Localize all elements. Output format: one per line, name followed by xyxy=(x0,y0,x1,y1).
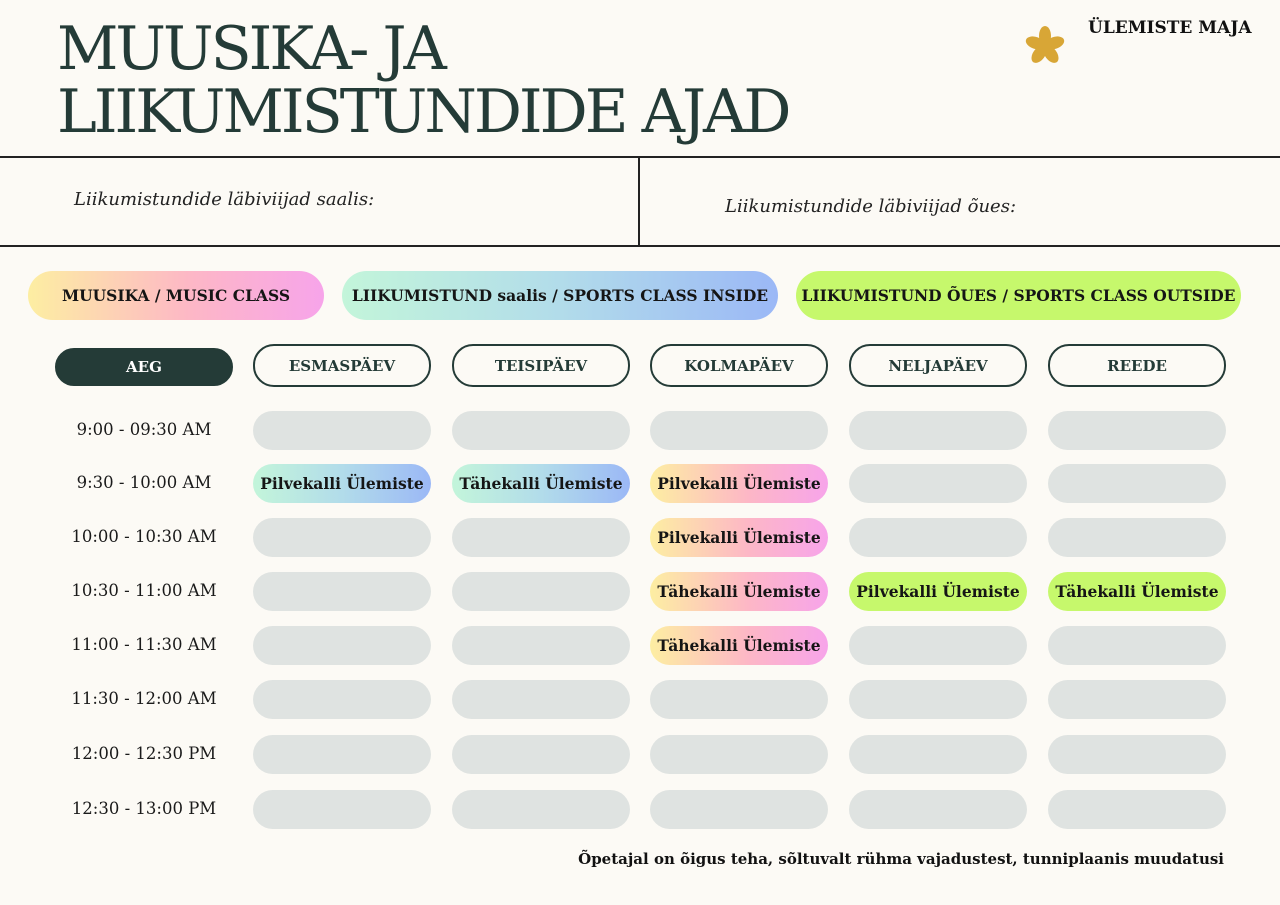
time-slot-label: 12:30 - 13:00 PM xyxy=(71,799,217,818)
schedule-slot-empty xyxy=(253,411,431,450)
schedule-slot-empty xyxy=(253,572,431,611)
column-header-day: NELJAPÄEV xyxy=(849,344,1027,387)
column-header-day: KOLMAPÄEV xyxy=(650,344,828,387)
schedule-slot-empty xyxy=(1048,680,1226,719)
schedule-slot-empty xyxy=(650,680,828,719)
schedule-slot-empty xyxy=(452,411,630,450)
schedule-slot-inside: Pilvekalli Ülemiste xyxy=(253,464,431,503)
footer-note: Õpetajal on õigus teha, sõltuvalt rühma vajadustest, tunniplaanis muudatusi xyxy=(578,850,1224,868)
schedule-slot-empty xyxy=(253,518,431,557)
divider-top xyxy=(0,156,1280,158)
schedule-slot-empty xyxy=(1048,464,1226,503)
schedule-slot-music: Tähekalli Ülemiste xyxy=(650,572,828,611)
schedule-slot-empty xyxy=(849,464,1027,503)
divider-bottom xyxy=(0,245,1280,247)
schedule-slot-empty xyxy=(849,790,1027,829)
time-slot-label: 9:30 - 10:00 AM xyxy=(76,473,212,492)
schedule-slot-empty xyxy=(253,735,431,774)
schedule-slot-inside: Tähekalli Ülemiste xyxy=(452,464,630,503)
divider-vertical xyxy=(638,157,640,247)
schedule-slot-empty xyxy=(452,572,630,611)
schedule-slot-empty xyxy=(1048,411,1226,450)
schedule-slot-empty xyxy=(452,680,630,719)
schedule-slot-empty xyxy=(452,626,630,665)
schedule-slot-empty xyxy=(253,790,431,829)
page-title xyxy=(57,14,957,147)
column-header-day: ESMASPÄEV xyxy=(253,344,431,387)
schedule-slot-empty xyxy=(1048,735,1226,774)
time-slot-label: 11:30 - 12:00 AM xyxy=(71,689,217,708)
schedule-slot-empty xyxy=(849,680,1027,719)
hall-leaders-label: Liikumistundide läbiviijad saalis: xyxy=(74,189,375,210)
schedule-slot-music: Tähekalli Ülemiste xyxy=(650,626,828,665)
schedule-slot-empty xyxy=(849,518,1027,557)
schedule-slot-empty xyxy=(650,735,828,774)
schedule-slot-outside: Tähekalli Ülemiste xyxy=(1048,572,1226,611)
outdoors-leaders-label: Liikumistundide läbiviijad õues: xyxy=(725,196,1017,217)
time-slot-label: 10:30 - 11:00 AM xyxy=(71,581,217,600)
schedule-slot-empty xyxy=(452,518,630,557)
brand-name: ÜLEMISTE MAJA xyxy=(1088,18,1252,38)
schedule-slot-empty xyxy=(253,626,431,665)
schedule-slot-empty xyxy=(1048,626,1226,665)
schedule-slot-empty xyxy=(253,680,431,719)
column-header-day: TEISIPÄEV xyxy=(452,344,630,387)
schedule-slot-empty xyxy=(849,735,1027,774)
legend-music-class: MUUSIKA / MUSIC CLASS xyxy=(28,271,324,320)
column-header-time: AEG xyxy=(55,348,233,386)
schedule-slot-music: Pilvekalli Ülemiste xyxy=(650,464,828,503)
time-slot-label: 12:00 - 12:30 PM xyxy=(71,744,217,763)
page-title-line-1: MUUSIKA- JA xyxy=(57,14,444,84)
schedule-slot-empty xyxy=(452,790,630,829)
schedule-slot-empty xyxy=(650,790,828,829)
legend-sports-inside: LIIKUMISTUND saalis / SPORTS CLASS INSIDE xyxy=(342,271,778,320)
schedule-slot-empty xyxy=(1048,518,1226,557)
time-slot-label: 9:00 - 09:30 AM xyxy=(76,420,212,439)
schedule-slot-empty xyxy=(849,626,1027,665)
schedule-slot-empty xyxy=(650,411,828,450)
legend-sports-outside: LIIKUMISTUND ÕUES / SPORTS CLASS OUTSIDE xyxy=(796,271,1241,320)
schedule-slot-empty xyxy=(1048,790,1226,829)
column-header-day: REEDE xyxy=(1048,344,1226,387)
time-slot-label: 10:00 - 10:30 AM xyxy=(71,527,217,546)
schedule-slot-empty xyxy=(849,411,1027,450)
page-title-line-2: LIIKUMISTUNDIDE AJAD xyxy=(57,77,789,147)
flower-icon xyxy=(1024,25,1066,67)
schedule-slot-empty xyxy=(452,735,630,774)
time-slot-label: 11:00 - 11:30 AM xyxy=(71,635,217,654)
schedule-slot-outside: Pilvekalli Ülemiste xyxy=(849,572,1027,611)
schedule-slot-music: Pilvekalli Ülemiste xyxy=(650,518,828,557)
